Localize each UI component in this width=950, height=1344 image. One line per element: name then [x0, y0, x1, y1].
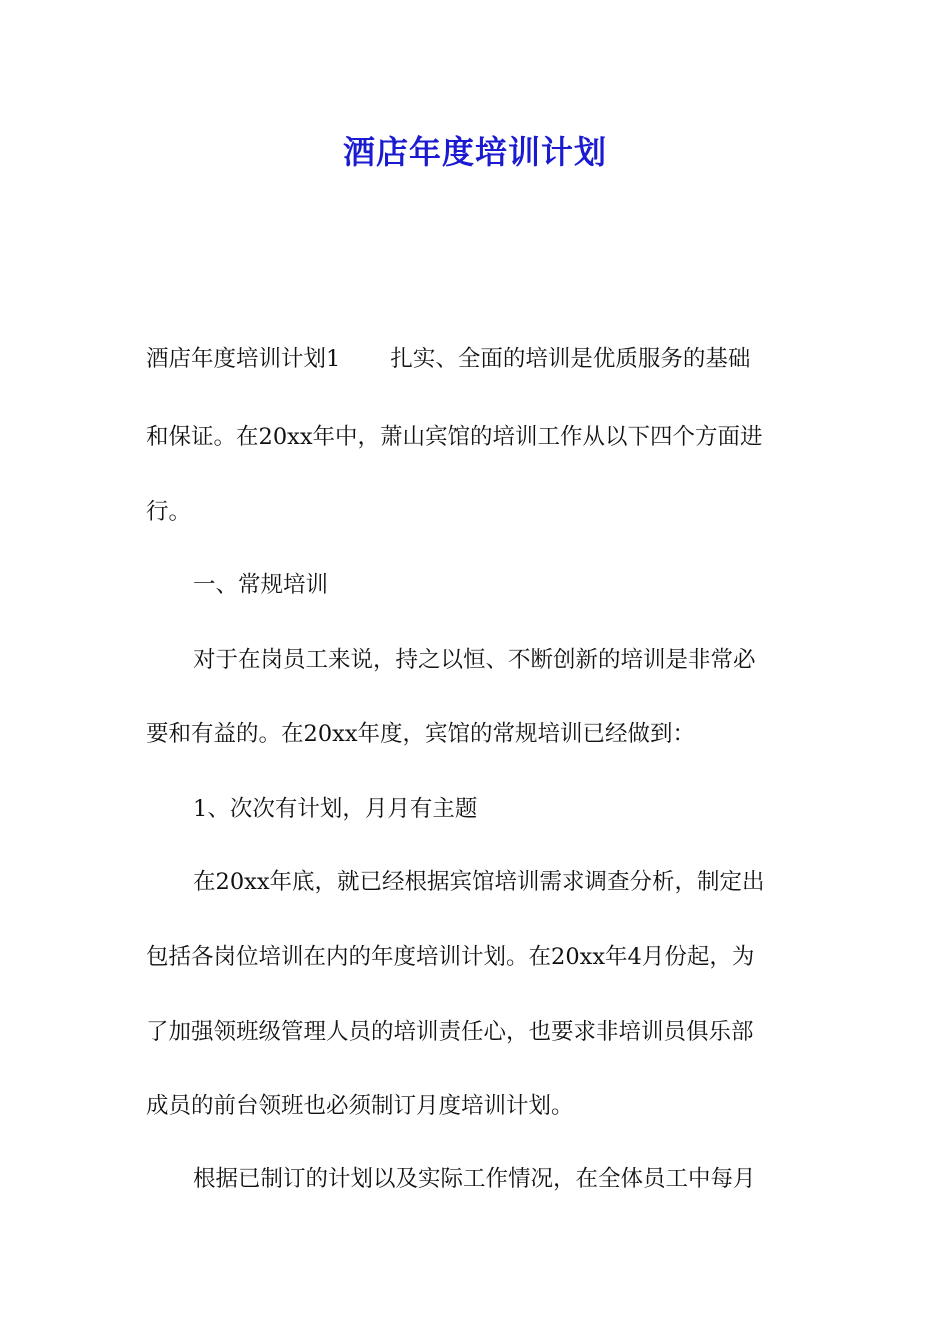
- paragraph-line: 行。: [146, 499, 192, 525]
- subsection-heading: 1、次次有计划，月月有主题: [193, 796, 478, 822]
- paragraph-line: 对于在岗员工来说，持之以恒、不断创新的培训是非常必: [193, 647, 756, 673]
- paragraph-line: 在20xx年底，就已经根据宾馆培训需求调查分析，制定出: [193, 869, 765, 895]
- paragraph-line: 成员的前台领班也必须制订月度培训计划。: [146, 1093, 574, 1119]
- paragraph-line: [146, 343, 750, 375]
- paragraph-line: 包括各岗位培训在内的年度培训计划。在20xx年4月份起，为: [146, 944, 755, 970]
- document-title: 酒店年度培训计划: [342, 133, 607, 171]
- paragraph-line: 和保证。在20xx年中，萧山宾馆的培训工作从以下四个方面进: [146, 424, 763, 450]
- paragraph-text: 扎实、全面的培训是优质服务的基础: [390, 346, 751, 372]
- paragraph-line: 根据已制订的计划以及实际工作情况，在全体员工中每月: [193, 1166, 756, 1192]
- paragraph-line: 了加强领班级管理人员的培训责任心，也要求非培训员俱乐部: [146, 1019, 754, 1045]
- section-heading: 一、常规培训: [193, 572, 329, 598]
- section-heading-inline: 酒店年度培训计划1: [146, 346, 341, 372]
- paragraph-line: 要和有益的。在20xx年度，宾馆的常规培训已经做到：: [146, 721, 696, 747]
